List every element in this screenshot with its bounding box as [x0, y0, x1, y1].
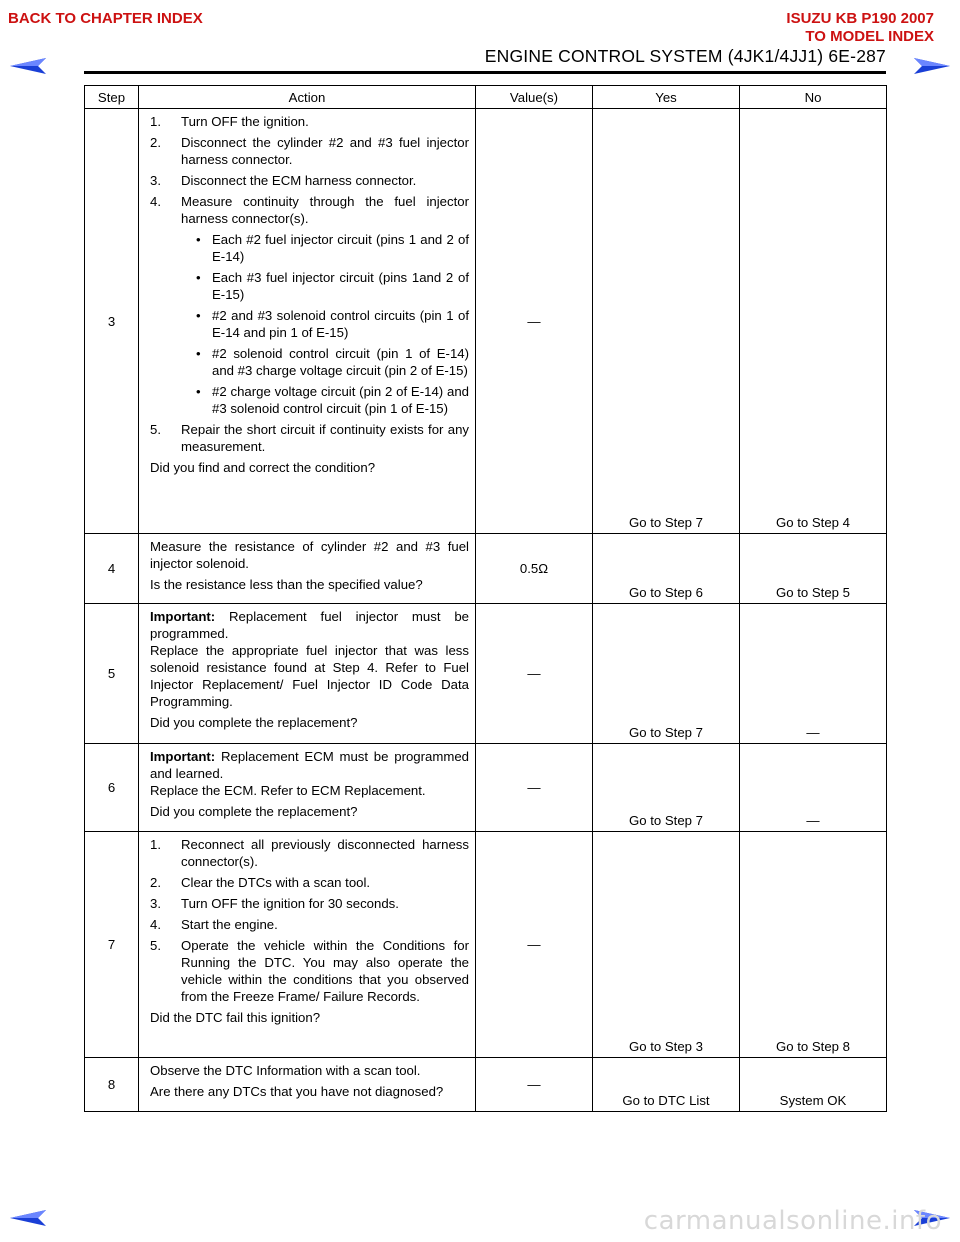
- step-number: 6: [85, 744, 139, 832]
- value-cell: —: [476, 832, 593, 1058]
- value-cell: 0.5Ω: [476, 534, 593, 604]
- value-cell: —: [476, 604, 593, 744]
- action-cell: [139, 1058, 476, 1112]
- action-text: Replace the ECM. Refer to ECM Replacement.: [150, 783, 426, 798]
- diagnostic-table: [84, 85, 887, 1112]
- no-result: Go to Step 5: [740, 534, 887, 604]
- page-title: ENGINE CONTROL SYSTEM (4JK1/4JJ1) 6E-287: [484, 46, 886, 66]
- action-item: Measure continuity through the fuel injector harness connector(s).: [181, 194, 469, 226]
- value-cell: —: [476, 109, 593, 534]
- action-bullet: #2 charge voltage circuit (pin 2 of E-14) and #3 solenoid control circuit (pin 1 of E-15): [212, 384, 469, 416]
- step-number: 8: [85, 1058, 139, 1112]
- column-header-yes: Yes: [593, 86, 740, 109]
- action-item: Disconnect the ECM harness connector.: [181, 173, 417, 188]
- table-header-row: [85, 86, 887, 109]
- action-text: Replace the appropriate fuel injector that was less solenoid resistance found at Step 4. Refer to Fuel Injector Replacement/ Fuel Injector ID Code Data Programming.: [150, 643, 469, 709]
- previous-page-bottom-arrow-icon[interactable]: [8, 1208, 48, 1228]
- next-page-arrow-icon[interactable]: [912, 56, 952, 76]
- action-bullet: #2 and #3 solenoid control circuits (pin 1 of E-14 and pin 1 of E-15): [212, 308, 469, 340]
- action-cell: 1. Turn OFF the ignition. 2. Disconnect the cylinder #2 and #3 fuel injector harness connector. 3. Disconnect the ECM harness connector. 4. Measure continuity through the fuel injector harness connector(s). • Each #2 fuel injector circuit (pins 1 and 2 of E-14) • Each #3 fuel injector circuit (pins 1and 2 of E-15) • #2 and #3 solenoid control circuits (pin 1 of E-14 and pin 1 of E-15) • #2 solenoid control circuit (pin 1 of E-14) and #3 charge voltage circuit (pin 2 of E-15) • #2 charge voltage circuit (pin 2 of E-14) and #3 solenoid control circuit (pin 1 of E-15) 5. Repair the short circuit if continuity exists for any measurement. Did you find and correct the condition?: [139, 109, 476, 534]
- step-number: 4: [85, 534, 139, 604]
- action-item: Disconnect the cylinder #2 and #3 fuel injector harness connector.: [181, 135, 469, 167]
- previous-page-arrow-icon[interactable]: [8, 56, 48, 76]
- action-cell: [139, 744, 476, 832]
- column-header-no: No: [740, 86, 887, 109]
- table-row: [85, 832, 887, 1058]
- table-row: [85, 604, 887, 744]
- no-result: —: [740, 604, 887, 744]
- yes-result: Go to Step 7: [593, 604, 740, 744]
- column-header-action: Action: [139, 86, 476, 109]
- action-question: Did you complete the replacement?: [150, 804, 358, 819]
- yes-result: Go to Step 3: [593, 832, 740, 1058]
- step-number: 5: [85, 604, 139, 744]
- no-result: System OK: [740, 1058, 887, 1112]
- watermark: carmanualsonline.info: [643, 1206, 942, 1236]
- important-label: Important:: [150, 609, 216, 624]
- action-text: Measure the resistance of cylinder #2 and #3 fuel injector solenoid.: [150, 539, 469, 571]
- action-text: Observe the DTC Information with a scan tool.: [150, 1063, 421, 1078]
- action-item: Start the engine.: [181, 917, 278, 932]
- action-question: Did you complete the replacement?: [150, 715, 358, 730]
- action-question: Did you find and correct the condition?: [150, 460, 376, 475]
- action-item: Turn OFF the ignition.: [181, 114, 309, 129]
- action-question: Did the DTC fail this ignition?: [150, 1010, 321, 1025]
- important-label: Important:: [150, 749, 216, 764]
- column-header-step: Step: [85, 86, 139, 109]
- table-row: [85, 534, 887, 604]
- yes-result: Go to Step 7: [593, 109, 740, 534]
- to-model-index-link[interactable]: TO MODEL INDEX: [805, 28, 934, 45]
- value-cell: —: [476, 744, 593, 832]
- action-question: Are there any DTCs that you have not diagnosed?: [150, 1084, 444, 1099]
- header-divider: [84, 71, 886, 74]
- action-item: Turn OFF the ignition for 30 seconds.: [181, 896, 399, 911]
- action-bullet: Each #2 fuel injector circuit (pins 1 and 2 of E-14): [212, 232, 469, 264]
- model-title-link[interactable]: ISUZU KB P190 2007: [786, 10, 934, 27]
- yes-result: Go to Step 6: [593, 534, 740, 604]
- action-item: Operate the vehicle within the Conditions for Running the DTC. You may also operate the vehicle within the conditions that you observed from the Freeze Frame/ Failure Records.: [181, 938, 469, 1004]
- step-number: 3: [85, 109, 139, 534]
- action-bullet: #2 solenoid control circuit (pin 1 of E-14) and #3 charge voltage circuit (pin 2 of E-15): [212, 346, 469, 378]
- table-row: [85, 109, 887, 534]
- action-cell: [139, 534, 476, 604]
- yes-result: Go to DTC List: [593, 1058, 740, 1112]
- action-item: Repair the short circuit if continuity exists for any measurement.: [181, 422, 469, 454]
- action-item: Clear the DTCs with a scan tool.: [181, 875, 371, 890]
- important-text: Replacement ECM must be programmed and learned.: [150, 749, 469, 781]
- value-cell: —: [476, 1058, 593, 1112]
- table-row: [85, 744, 887, 832]
- action-bullet: Each #3 fuel injector circuit (pins 1and 2 of E-15): [212, 270, 469, 302]
- table-row: [85, 1058, 887, 1112]
- column-header-values: Value(s): [476, 86, 593, 109]
- action-item: Reconnect all previously disconnected harness connector(s).: [181, 837, 469, 869]
- step-number: 7: [85, 832, 139, 1058]
- no-result: Go to Step 4: [740, 109, 887, 534]
- back-to-chapter-index-link[interactable]: BACK TO CHAPTER INDEX: [8, 10, 203, 27]
- yes-result: Go to Step 7: [593, 744, 740, 832]
- no-result: Go to Step 8: [740, 832, 887, 1058]
- action-cell: [139, 604, 476, 744]
- action-cell: 1. Reconnect all previously disconnected harness connector(s). 2. Clear the DTCs with a scan tool. 3. Turn OFF the ignition for 30 seconds. 4. Start the engine. 5. Operate the vehicle within the Conditions for Running the DTC. You may also operate the vehicle within the conditions that you observed from the Freeze Frame/ Failure Records. Did the DTC fail this ignition?: [139, 832, 476, 1058]
- important-text: Replacement fuel injector must be programmed.: [150, 609, 469, 641]
- action-question: Is the resistance less than the specified value?: [150, 577, 423, 592]
- no-result: —: [740, 744, 887, 832]
